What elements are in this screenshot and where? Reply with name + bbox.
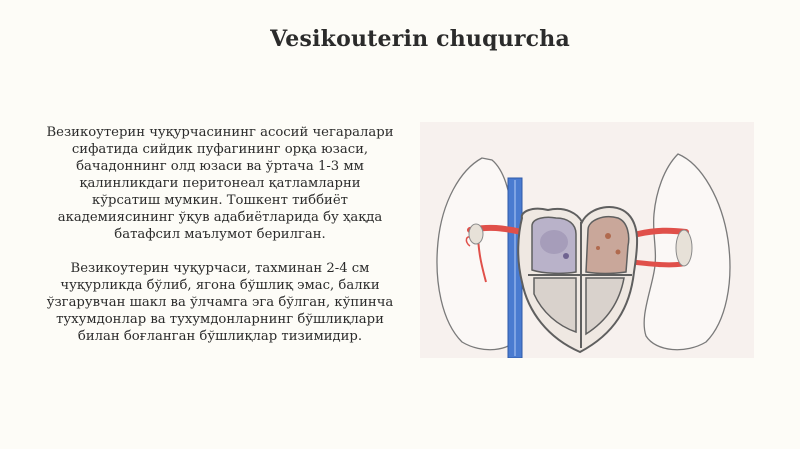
illustration-svg xyxy=(420,122,754,358)
right-artery-lower xyxy=(632,262,682,265)
heart-lungs-illustration xyxy=(420,122,754,358)
paragraph-1: Везикоутерин чуқурчасининг асосий чегаралари сифатида сийдик пуфагининг орқа юзаси, бачадоннинг олд юзаси ва ўртача 1-3 мм қалинликдаги перитонеал қатламларни кўрсатиш мумкин. Тошкент тиббиёт академиясининг ўқув адабиётларида бу ҳақда батафсил маълумот берилган. xyxy=(46,125,394,242)
paragraph-2: Везикоутерин чуқурчаси, тахминан 2-4 см чуқурликда бўлиб, ягона бўшлиқ эмас, балки ўзгарувчан шакл ва ўлчамга эга бўлган, кўпинча тухумдонлар ва тухумдонларнинг бўшлиқлари билан боғланган бўшлиқлар тизимидир. xyxy=(46,261,394,344)
slide-title: Vesikouterin chuqurcha xyxy=(270,26,570,52)
slide-body xyxy=(45,124,395,362)
right-atrium xyxy=(586,217,629,274)
